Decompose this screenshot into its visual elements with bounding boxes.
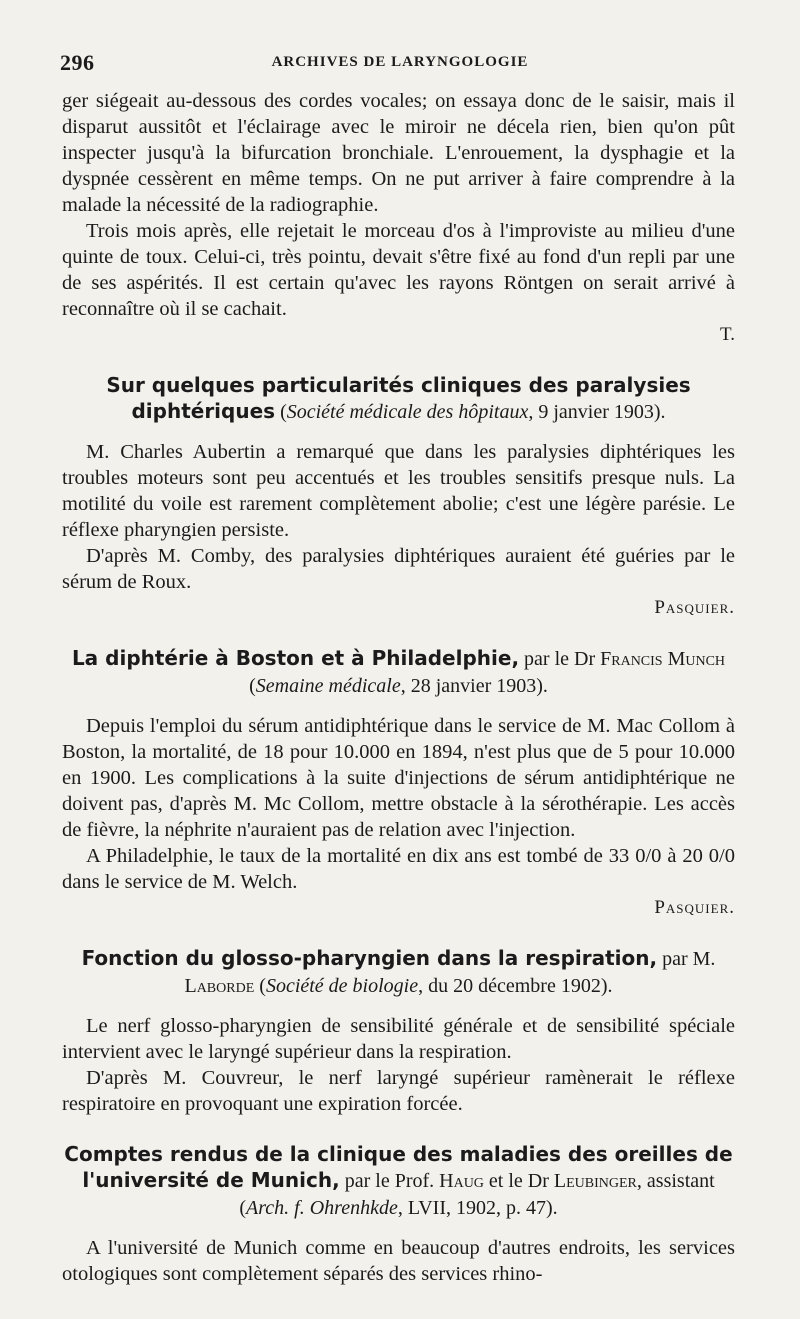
paragraph: ger siégeait au-dessous des cordes vocales; on essaya donc de le saisir, mais il disparut aussitôt et l'éclairage avec le miroir ne décela rien, bien qu'on pût inspecter jusqu'à la bifurcation bronchiale. L'enrouement, la dysphagie et la dyspnée cessèrent en même temps. On ne put arriver à faire comprendre à la malade la nécessité de la radiographie. [62, 90, 735, 216]
article-title [62, 1141, 735, 1221]
source-journal: Arch. f. Ohrenhkde [246, 1197, 398, 1219]
article-title [62, 372, 735, 425]
source-close: , 28 janvier 1903). [400, 675, 548, 697]
author-name: Haug [439, 1170, 484, 1192]
paragraph: A Philadelphie, le taux de la mortalité en dix ans est tombé de 33 0/0 à 20 0/0 dans le service de M. Welch. [62, 845, 735, 893]
title-by: par le Prof. [339, 1170, 440, 1192]
source-close: , 9 janvier 1903). [528, 401, 666, 423]
article-title [62, 945, 735, 999]
title-text: La diphtérie à Boston et à Philadelphie, [71, 646, 520, 670]
page-number: 296 [60, 50, 95, 75]
article-diphterie-boston [62, 645, 735, 921]
page-body [62, 88, 735, 1287]
source-close: , LVII, 1902, p. 47). [397, 1197, 558, 1219]
source-open: ( [254, 975, 266, 997]
page-header [60, 50, 740, 78]
title-text: Sur quelques particularités cliniques des paralysies diphtériques [106, 373, 691, 423]
source-journal: Société de biologie [265, 975, 419, 997]
source-journal: Société médicale des hôpitaux [286, 401, 529, 423]
author-name: Francis Munch [600, 648, 726, 670]
title-and: et le Dr [483, 1170, 554, 1192]
source-open: ( [275, 401, 287, 423]
paragraph: Le nerf glosso-pharyngien de sensibilité générale et de sensibilité spéciale intervient avec le laryngé supérieur dans la respiration. [62, 1015, 735, 1063]
source-close: , du 20 décembre 1902). [418, 975, 613, 997]
paragraph: A l'université de Munich comme en beaucoup d'autres endroits, les services otologiques sont complètement séparés des services rhino- [62, 1237, 735, 1285]
author-name: Leubinger [553, 1170, 637, 1192]
continuation-article [62, 88, 735, 348]
article-glosso-pharyngien [62, 945, 735, 1117]
title-tail: , assistant ( [239, 1170, 715, 1219]
article-title [62, 645, 735, 699]
paragraph: M. Charles Aubertin a remarqué que dans les paralysies diphtériques les troubles moteurs sont peu accentués et les troubles sensitifs presque nuls. La motilité du voile est rarement complètement abolie; c'est une légère parésie. Le réflexe pharyngien persiste. [62, 441, 735, 541]
paragraph: D'après M. Couvreur, le nerf laryngé supérieur ramènerait le réflexe respiratoire en provoquant une expiration forcée. [62, 1067, 735, 1115]
paragraph: D'après M. Comby, des paralysies diphtériques auraient été guéries par le sérum de Roux. [62, 545, 735, 593]
paragraph: Trois mois après, elle rejetait le morceau d'os à l'improviste au milieu d'une quinte de toux. Celui-ci, très pointu, devait s'être fixé au fond d'un repli par une de ses aspérités. Il est certain qu'avec les rayons Röntgen on serait arrivé à reconnaître où il se cachait. [62, 220, 735, 320]
signature: Pasquier. [654, 897, 735, 918]
paragraph: Depuis l'emploi du sérum antidiphtérique dans le service de M. Mac Collom à Boston, la mortalité, de 18 pour 10.000 en 1894, n'est plus que de 5 pour 10.000 en 1900. Les complications à la suite d'injections de sérum antidiphtérique ne doivent pas, d'après M. Mc Collom, mettre obstacle à la sérothérapie. Les accès de fièvre, la néphrite n'auraient pas de relation avec l'injection. [62, 715, 735, 841]
running-title: ARCHIVES DE LARYNGOLOGIE [271, 54, 529, 70]
signature: Pasquier. [654, 597, 735, 618]
title-text: Comptes rendus de la clinique des maladies des oreilles de l'université de Munich, [64, 1142, 733, 1192]
author-name: Laborde [184, 975, 255, 997]
source-open: ( [249, 675, 256, 697]
signature: T. [720, 324, 735, 345]
title-by: par le Dr [519, 648, 601, 670]
article-munich [62, 1141, 735, 1287]
title-by: par M. [657, 948, 716, 970]
title-text: Fonction du glosso-pharyngien dans la respiration, [81, 946, 658, 970]
article-paralysies [62, 372, 735, 621]
source-journal: Semaine médicale [255, 675, 401, 697]
